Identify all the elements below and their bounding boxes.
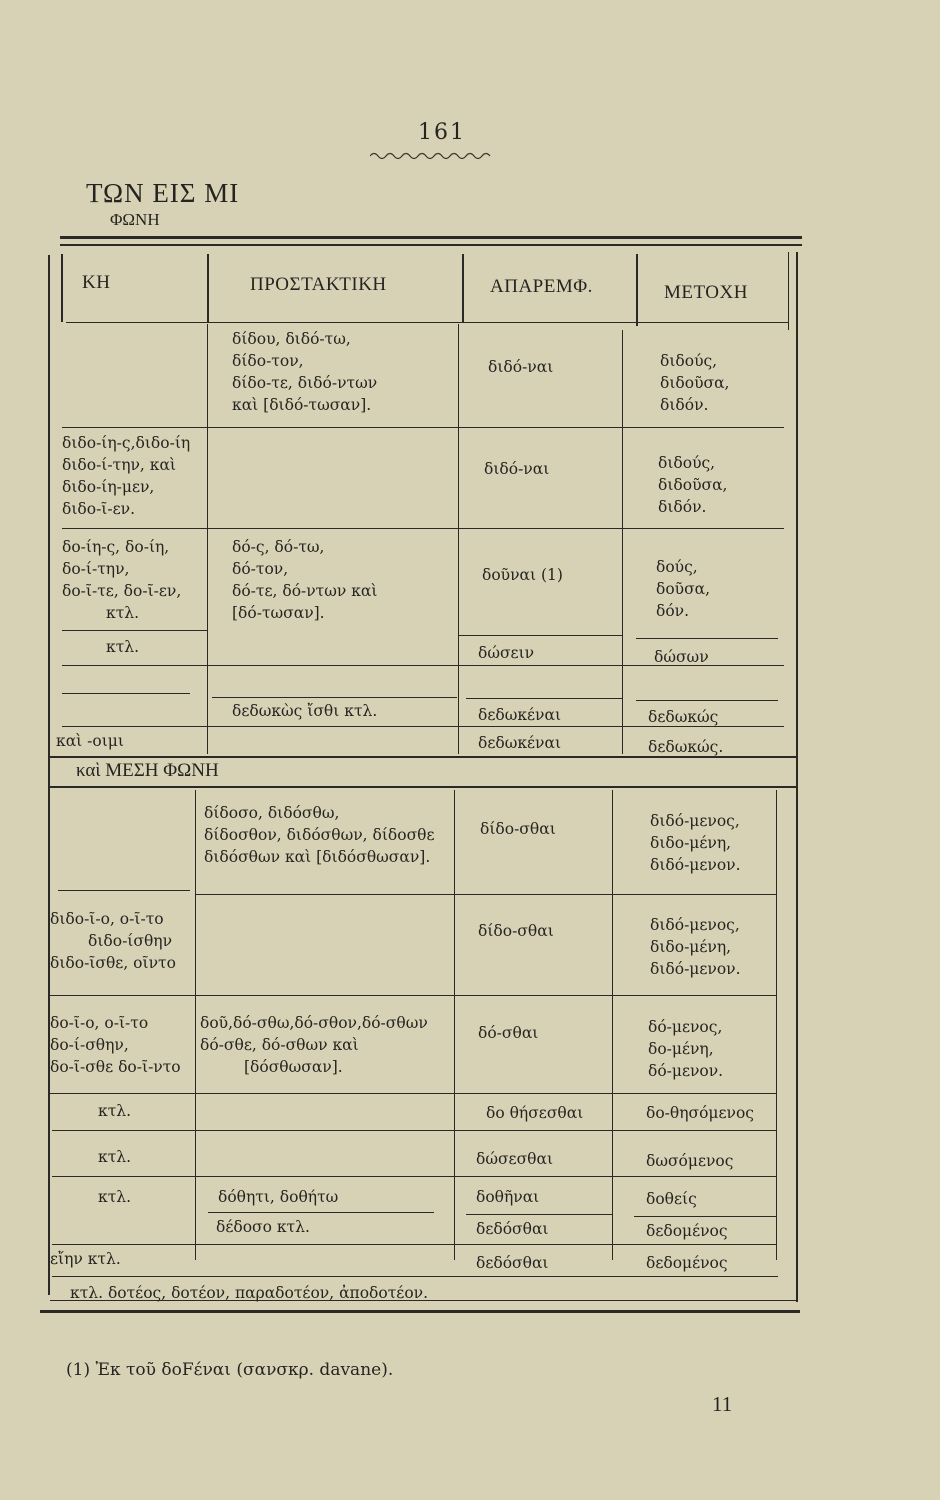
header-col1: ΚΗ	[82, 272, 111, 293]
middle-r2-metochi: διδό-μενος, διδο-μένη, διδό-μενον.	[650, 916, 741, 978]
active-row-rule-3a	[62, 630, 207, 631]
middle-r2-col1: διδο-ῖ-ο, ο-ῖ-το διδο-ίσθην διδο-ῖσθε, οῖντο	[50, 910, 176, 972]
middle-r6-metochi: δοθείς	[646, 1190, 697, 1208]
hdr-sep-2	[462, 254, 464, 322]
active-row-rule-2	[62, 528, 784, 529]
middle-col-sep-2	[454, 790, 455, 1260]
active-r2-aparemf: διδό-ναι	[484, 460, 550, 478]
active-r4-col1: κτλ.	[106, 638, 140, 656]
middle-col-sep-3	[612, 790, 613, 1260]
mid-rule-3	[50, 1093, 776, 1094]
table-right-border	[796, 252, 798, 1302]
middle-r6-aparemf: δοθῆναι	[476, 1188, 540, 1206]
middle-r5-aparemf: δώσεσθαι	[476, 1150, 554, 1168]
active-r3-prostaktiki: δό-ς, δό-τω, δό-τον, δό-τε, δό-ντων καὶ [δό-τωσαν].	[232, 538, 378, 622]
wavy-ornament	[370, 150, 494, 162]
header-metochi: ΜΕΤΟΧΗ	[664, 282, 748, 303]
middle-r6-col1: κτλ.	[98, 1188, 132, 1206]
mid-rule-5	[52, 1176, 776, 1177]
mid-rule-1a	[58, 890, 190, 891]
mid-rule-6c	[634, 1216, 776, 1217]
bottom-rule-thick	[40, 1310, 800, 1313]
active-r1-prostaktiki: δίδου, διδό-τω, δίδο-τον, δίδο-τε, διδό-ντων καὶ [διδό-τωσαν].	[232, 330, 378, 414]
middle-r6-prostaktiki: δόθητι, δοθήτω	[218, 1188, 339, 1206]
active-row-rule-3b	[458, 635, 622, 636]
middle-r8-aparemf: δεδόσθαι	[476, 1254, 549, 1272]
middle-r3-col1: δο-ῖ-ο, ο-ῖ-το δο-ί-σθην, δο-ῖ-σθε δο-ῖ-ντο	[50, 1014, 181, 1076]
middle-r1-aparemf: δίδο-σθαι	[480, 820, 556, 838]
mid-rule-2	[50, 995, 776, 996]
top-rule	[60, 236, 802, 239]
hdr-sep-3	[636, 254, 638, 326]
active-row-rule-1	[62, 427, 784, 428]
middle-r3-prostaktiki: δοῦ,δό-σθω,δό-σθον,δό-σθων δό-σθε, δό-σθων καὶ [δόσθωσαν].	[200, 1014, 428, 1076]
active-row-rule-5a	[62, 693, 190, 694]
middle-col-sep-1	[195, 790, 196, 1260]
active-r3-metochi: δούς, δοῦσα, δόν.	[656, 558, 711, 620]
page-subtitle: ΦΩΝΗ	[110, 210, 160, 229]
middle-bottom-rule	[50, 786, 796, 788]
header-aparemf: ΑΠΑΡΕΜΦ.	[490, 276, 593, 297]
hdr-sep-1	[207, 254, 209, 322]
top-rule-thin	[60, 244, 802, 246]
middle-r3-aparemf: δό-σθαι	[478, 1024, 539, 1042]
middle-r5-col1: κτλ.	[98, 1148, 132, 1166]
middle-r4-aparemf: δο θήσεσθαι	[486, 1104, 584, 1122]
signature-mark: 11	[712, 1392, 733, 1416]
middle-voice-heading: καὶ ΜΕΣΗ ΦΩΝΗ	[76, 760, 219, 781]
active-row-rule-5b	[212, 697, 457, 698]
middle-r4-metochi: δο-θησόμενος	[646, 1104, 754, 1122]
middle-r8-col1: εἴην κτλ.	[50, 1250, 121, 1268]
table-left-border	[48, 255, 50, 1295]
mid-rule-7	[52, 1244, 776, 1245]
mid-rule-6b	[466, 1214, 612, 1215]
active-col-sep-2	[458, 324, 459, 754]
middle-r7-aparemf: δεδόσθαι	[476, 1220, 549, 1238]
active-r3-col1: δο-ίη-ς, δο-ίη, δο-ί-την, δο-ῖ-τε, δο-ῖ-εν, κτλ.	[62, 538, 182, 622]
active-r6-aparemf: δεδωκέναι	[478, 734, 562, 752]
middle-r4-col1: κτλ.	[98, 1102, 132, 1120]
active-r4-metochi: δώσων	[654, 648, 709, 666]
active-r2-metochi: διδούς, διδοῦσα, διδόν.	[658, 454, 728, 516]
middle-r7-prostaktiki: δέδοσο κτλ.	[216, 1218, 310, 1236]
active-r1-aparemf: διδό-ναι	[488, 358, 554, 376]
active-r5-prostaktiki: δεδωκὼς ἴσθι κτλ.	[232, 702, 378, 720]
active-r6-metochi: δεδωκώς.	[648, 738, 724, 756]
active-r5-metochi: δεδωκώς	[648, 708, 719, 726]
mid-rule-6a	[208, 1212, 434, 1213]
active-col-sep-1	[207, 324, 208, 754]
middle-r3-metochi: δό-μενος, δο-μένη, δό-μενον.	[648, 1018, 724, 1080]
mid-rule-8	[52, 1276, 778, 1277]
table-right-inner	[788, 252, 789, 330]
header-prostaktiki: ΠΡΟΣΤΑΚΤΙΚΗ	[250, 274, 387, 295]
active-r6-col1: καὶ -οιμι	[56, 732, 124, 750]
verbal-adjectives-row: κτλ. δοτέος, δοτέον, παραδοτέον, ἀποδοτέον.	[70, 1284, 428, 1302]
active-r2-col1: διδο-ίη-ς,διδο-ίη διδο-ί-την, καὶ διδο-ίη-μεν, διδο-ῖ-εν.	[62, 434, 191, 518]
middle-r7-metochi: δεδομένος	[646, 1222, 728, 1240]
middle-r8-metochi: δεδομένος	[646, 1254, 728, 1272]
middle-r1-metochi: διδό-μενος, διδο-μένη, διδό-μενον.	[650, 812, 741, 874]
middle-r1-prostaktiki: δίδοσο, διδόσθω, δίδοσθον, διδόσθων, δίδοσθε διδόσθων καὶ [διδόσθωσαν].	[204, 804, 435, 866]
footnote: (1) Ἐκ τοῦ δοFέναι (σανσκρ. davane).	[66, 1360, 394, 1380]
active-r3-aparemf: δοῦναι (1)	[482, 566, 563, 584]
page-title: ΤΩΝ ΕΙΣ ΜΙ	[86, 178, 240, 208]
middle-r2-aparemf: δίδο-σθαι	[478, 922, 554, 940]
active-row-rule-5c	[466, 698, 622, 699]
active-r5-aparemf: δεδωκέναι	[478, 706, 562, 724]
middle-col-sep-4	[776, 790, 777, 1260]
mid-rule-1b	[196, 894, 776, 895]
active-row-rule-3c	[636, 638, 778, 639]
active-r1-metochi: διδούς, διδοῦσα, διδόν.	[660, 352, 730, 414]
hdr-sep-0	[61, 254, 63, 322]
middle-r5-metochi: δωσόμενος	[646, 1152, 734, 1170]
mid-rule-4	[52, 1130, 776, 1131]
active-row-rule-5d	[636, 700, 778, 701]
header-bottom-rule	[66, 322, 788, 323]
page-number: 161	[418, 120, 466, 145]
active-r4-aparemf: δώσειν	[478, 644, 535, 662]
active-col-sep-3	[622, 330, 623, 754]
